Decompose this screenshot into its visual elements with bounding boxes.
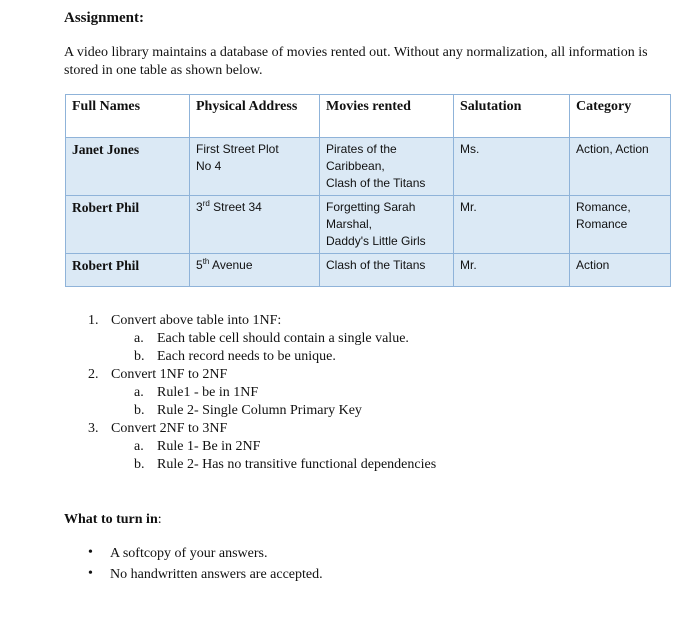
address-rest: Avenue xyxy=(209,258,253,272)
subtask-text: Rule 2- Has no transitive functional dependencies xyxy=(157,457,437,472)
movie-line: Caribbean, xyxy=(326,159,385,173)
table-row xyxy=(66,196,671,254)
table-row xyxy=(66,254,671,287)
subtask-text: Rule 1- Be in 2NF xyxy=(157,439,261,454)
cell-full-name: Robert Phil xyxy=(66,254,190,287)
header-movies-rented: Movies rented xyxy=(320,95,454,138)
cell-address xyxy=(190,138,320,196)
task-text: Convert 1NF to 2NF xyxy=(111,367,228,382)
movie-line: Clash of the Titans xyxy=(326,258,426,272)
movie-line: Forgetting Sarah xyxy=(326,200,416,214)
address-number: 3 xyxy=(196,200,203,214)
address-line: No 4 xyxy=(196,159,222,173)
subtask-text: Rule 2- Single Column Primary Key xyxy=(157,403,362,418)
cell-salutation: Ms. xyxy=(454,138,570,196)
task-number: 3. xyxy=(88,421,99,436)
subtask-letter: a. xyxy=(134,331,144,346)
address-suffix: th xyxy=(202,257,210,266)
cell-category xyxy=(570,138,671,196)
movie-line: Daddy's Little Girls xyxy=(326,234,426,248)
movies-table xyxy=(65,94,671,287)
cell-full-name: Janet Jones xyxy=(66,138,190,196)
cell-salutation: Mr. xyxy=(454,196,570,254)
table-header-row xyxy=(66,95,671,138)
turn-in-item: No handwritten answers are accepted. xyxy=(110,567,323,582)
assignment-heading: Assignment: xyxy=(64,10,145,26)
subtask-letter: a. xyxy=(134,385,144,400)
task-text: Convert 2NF to 3NF xyxy=(111,421,228,436)
bullet-icon: • xyxy=(88,566,93,581)
address-rest: Street 34 xyxy=(209,200,262,214)
header-salutation: Salutation xyxy=(454,95,570,138)
cell-category xyxy=(570,254,671,287)
turn-in-colon: : xyxy=(157,512,162,527)
subtask-letter: a. xyxy=(134,439,144,454)
category-line: Romance, xyxy=(576,200,631,214)
cell-movies xyxy=(320,138,454,196)
cell-movies xyxy=(320,196,454,254)
intro-paragraph: A video library maintains a database of movies rented out. Without any normalization, all information is stored in one table as shown below. xyxy=(64,45,648,78)
address-line: First Street Plot xyxy=(196,142,279,156)
category-line: Action xyxy=(576,258,610,272)
cell-category xyxy=(570,196,671,254)
task-number: 2. xyxy=(88,367,99,382)
cell-salutation: Mr. xyxy=(454,254,570,287)
address-suffix: rd xyxy=(202,199,210,208)
subtask-letter: b. xyxy=(134,349,145,364)
task-text: Convert above table into 1NF: xyxy=(111,313,282,328)
table-row xyxy=(66,138,671,196)
bullet-icon: • xyxy=(88,545,93,560)
movie-line: Pirates of the xyxy=(326,142,397,156)
subtask-letter: b. xyxy=(134,457,145,472)
header-full-names: Full Names xyxy=(66,95,190,138)
address-number: 5 xyxy=(196,258,203,272)
subtask-text: Each table cell should contain a single value. xyxy=(157,331,409,346)
cell-full-name: Robert Phil xyxy=(66,196,190,254)
turn-in-heading-text: What to turn in xyxy=(64,512,158,527)
cell-movies xyxy=(320,254,454,287)
cell-address xyxy=(190,254,320,287)
task-number: 1. xyxy=(88,313,99,328)
category-line: Romance xyxy=(576,217,628,231)
subtask-text: Rule1 - be in 1NF xyxy=(157,385,259,400)
category-line: Action, Action xyxy=(576,142,649,156)
header-physical-address: Physical Address xyxy=(190,95,320,138)
subtask-text: Each record needs to be unique. xyxy=(157,349,336,364)
header-category: Category xyxy=(570,95,671,138)
turn-in-item: A softcopy of your answers. xyxy=(110,546,268,561)
turn-in-heading xyxy=(64,512,162,528)
movie-line: Marshal, xyxy=(326,217,373,231)
movie-line: Clash of the Titans xyxy=(326,176,426,190)
cell-address xyxy=(190,196,320,254)
subtask-letter: b. xyxy=(134,403,145,418)
